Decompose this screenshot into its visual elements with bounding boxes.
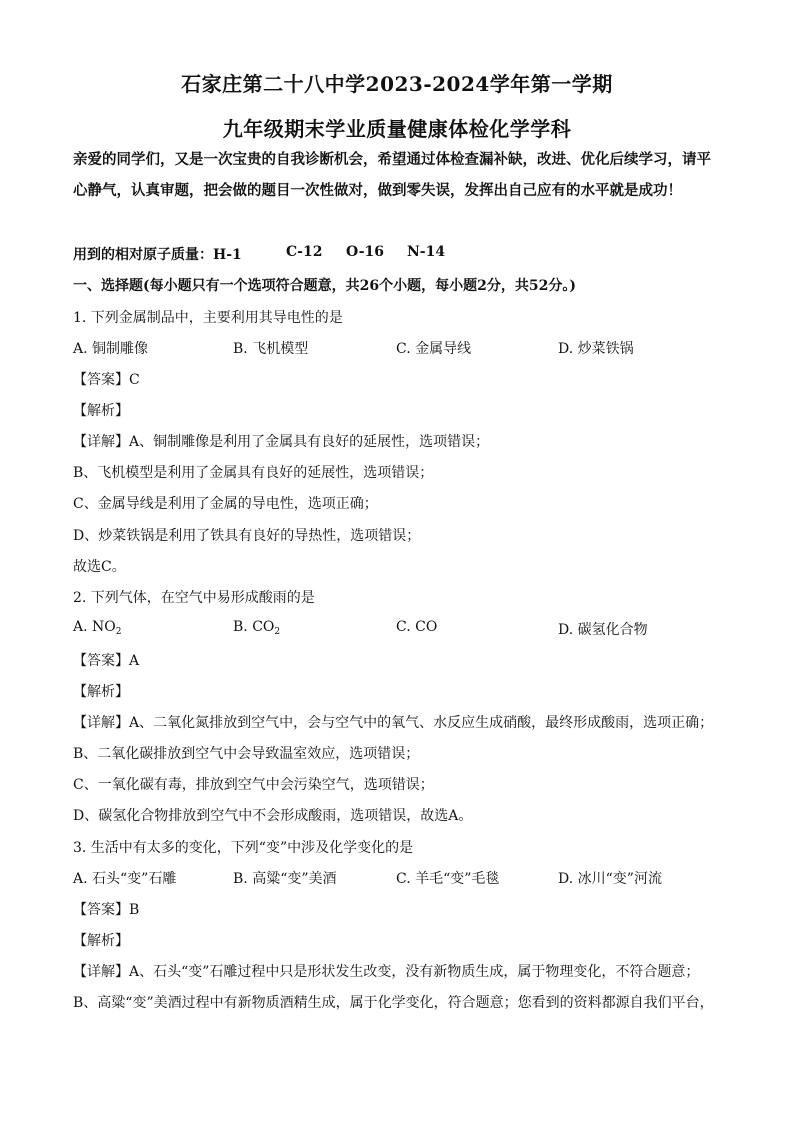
q1-detail-line: D、炒菜铁锅是利用了铁具有良好的导热性，选项错误； <box>73 528 421 544</box>
atomic-mass-n: N-14 <box>407 244 446 260</box>
q1-option-c: C. 金属导线 <box>396 341 472 357</box>
q1-detail-line: C、金属导线是利用了金属的导电性，选项正确； <box>73 496 378 512</box>
q3-option-b: B. 高粱“变”美酒 <box>233 871 337 887</box>
q2-option-b-text: B. CO <box>233 619 275 635</box>
section-heading: 一、选择题(每小题只有一个选项符合题意，共26个小题，每小题2分，共52分。) <box>73 278 576 294</box>
q2-option-a <box>73 619 121 637</box>
q2-option-b-subscript: 2 <box>274 627 281 637</box>
q3-stem: 3. 生活中有太多的变化，下列“变”中涉及化学变化的是 <box>73 840 414 856</box>
q2-detail-line: B、二氧化碳排放到空气中会导致温室效应，选项错误； <box>73 746 420 762</box>
q1-detail-line: 【详解】A、铜制雕像是利用了金属具有良好的延展性，选项错误； <box>73 434 490 450</box>
q3-option-d: D. 冰川“变”河流 <box>558 871 662 887</box>
atomic-mass-line <box>73 244 446 264</box>
intro-paragraph: 亲爱的同学们，又是一次宝贵的自我诊断机会，希望通过体检查漏补缺，改进、优化后续学习，请平心静气，认真审题，把会做的题目一次性做对，做到零失误，发挥出自己应有的水平就是成功！ <box>73 151 711 199</box>
q1-detail-line: 故选C。 <box>73 559 126 575</box>
q2-option-a-text: A. NO <box>73 619 116 635</box>
q2-option-a-subscript: 2 <box>115 627 122 637</box>
q1-analysis: 【解析】 <box>73 403 129 419</box>
q2-detail-line: D、碳氢化合物排放到空气中不会形成酸雨，选项错误，故选A。 <box>73 808 473 824</box>
q2-option-d: D. 碳氢化合物 <box>558 622 648 638</box>
q1-option-b: B. 飞机模型 <box>233 341 309 357</box>
q2-option-b <box>233 619 280 637</box>
q1-answer: 【答案】C <box>73 372 140 388</box>
q1-detail-line: B、飞机模型是利用了金属具有良好的延展性，选项错误； <box>73 465 434 481</box>
atomic-mass-h: H-1 <box>213 247 242 263</box>
title-school: 石家庄第二十八中学2023-2024学年第一学期 <box>181 72 613 96</box>
q1-stem: 1. 下列金属制品中，主要利用其导电性的是 <box>73 310 343 326</box>
q1-option-a: A. 铜制雕像 <box>73 341 149 357</box>
q2-detail-line: C、一氧化碳有毒，排放到空气中会污染空气，选项错误； <box>73 777 434 793</box>
q2-answer: 【答案】A <box>73 653 140 669</box>
q3-option-c: C. 羊毛“变”毛毯 <box>396 871 500 887</box>
q3-analysis: 【解析】 <box>73 933 129 949</box>
q2-stem: 2. 下列气体，在空气中易形成酸雨的是 <box>73 590 315 606</box>
q3-detail-line: 【详解】A、石头“变”石雕过程中只是形状发生改变，没有新物质生成，属于物理变化，不符合题意； <box>73 964 700 980</box>
title-exam: 九年级期末学业质量健康体检化学学科 <box>222 117 572 141</box>
q2-option-c: C. CO <box>396 619 438 635</box>
q2-analysis: 【解析】 <box>73 684 129 700</box>
atomic-mass-c: C-12 <box>286 244 323 260</box>
q1-option-d: D. 炒菜铁锅 <box>558 341 634 357</box>
atomic-mass-o: O-16 <box>346 244 385 260</box>
q3-option-a: A. 石头“变”石雕 <box>73 871 177 887</box>
q3-answer: 【答案】B <box>73 902 140 918</box>
atomic-mass-label: 用到的相对原子质量： <box>73 247 213 263</box>
q3-detail-line: B、高粱“变”美酒过程中有新物质酒精生成，属于化学变化，符合题意；您看到的资料都源自我们平台， <box>73 995 714 1011</box>
q2-detail-line: 【详解】A、二氧化氮排放到空气中，会与空气中的氧气、水反应生成硝酸，最终形成酸雨，选项正确； <box>73 715 714 731</box>
